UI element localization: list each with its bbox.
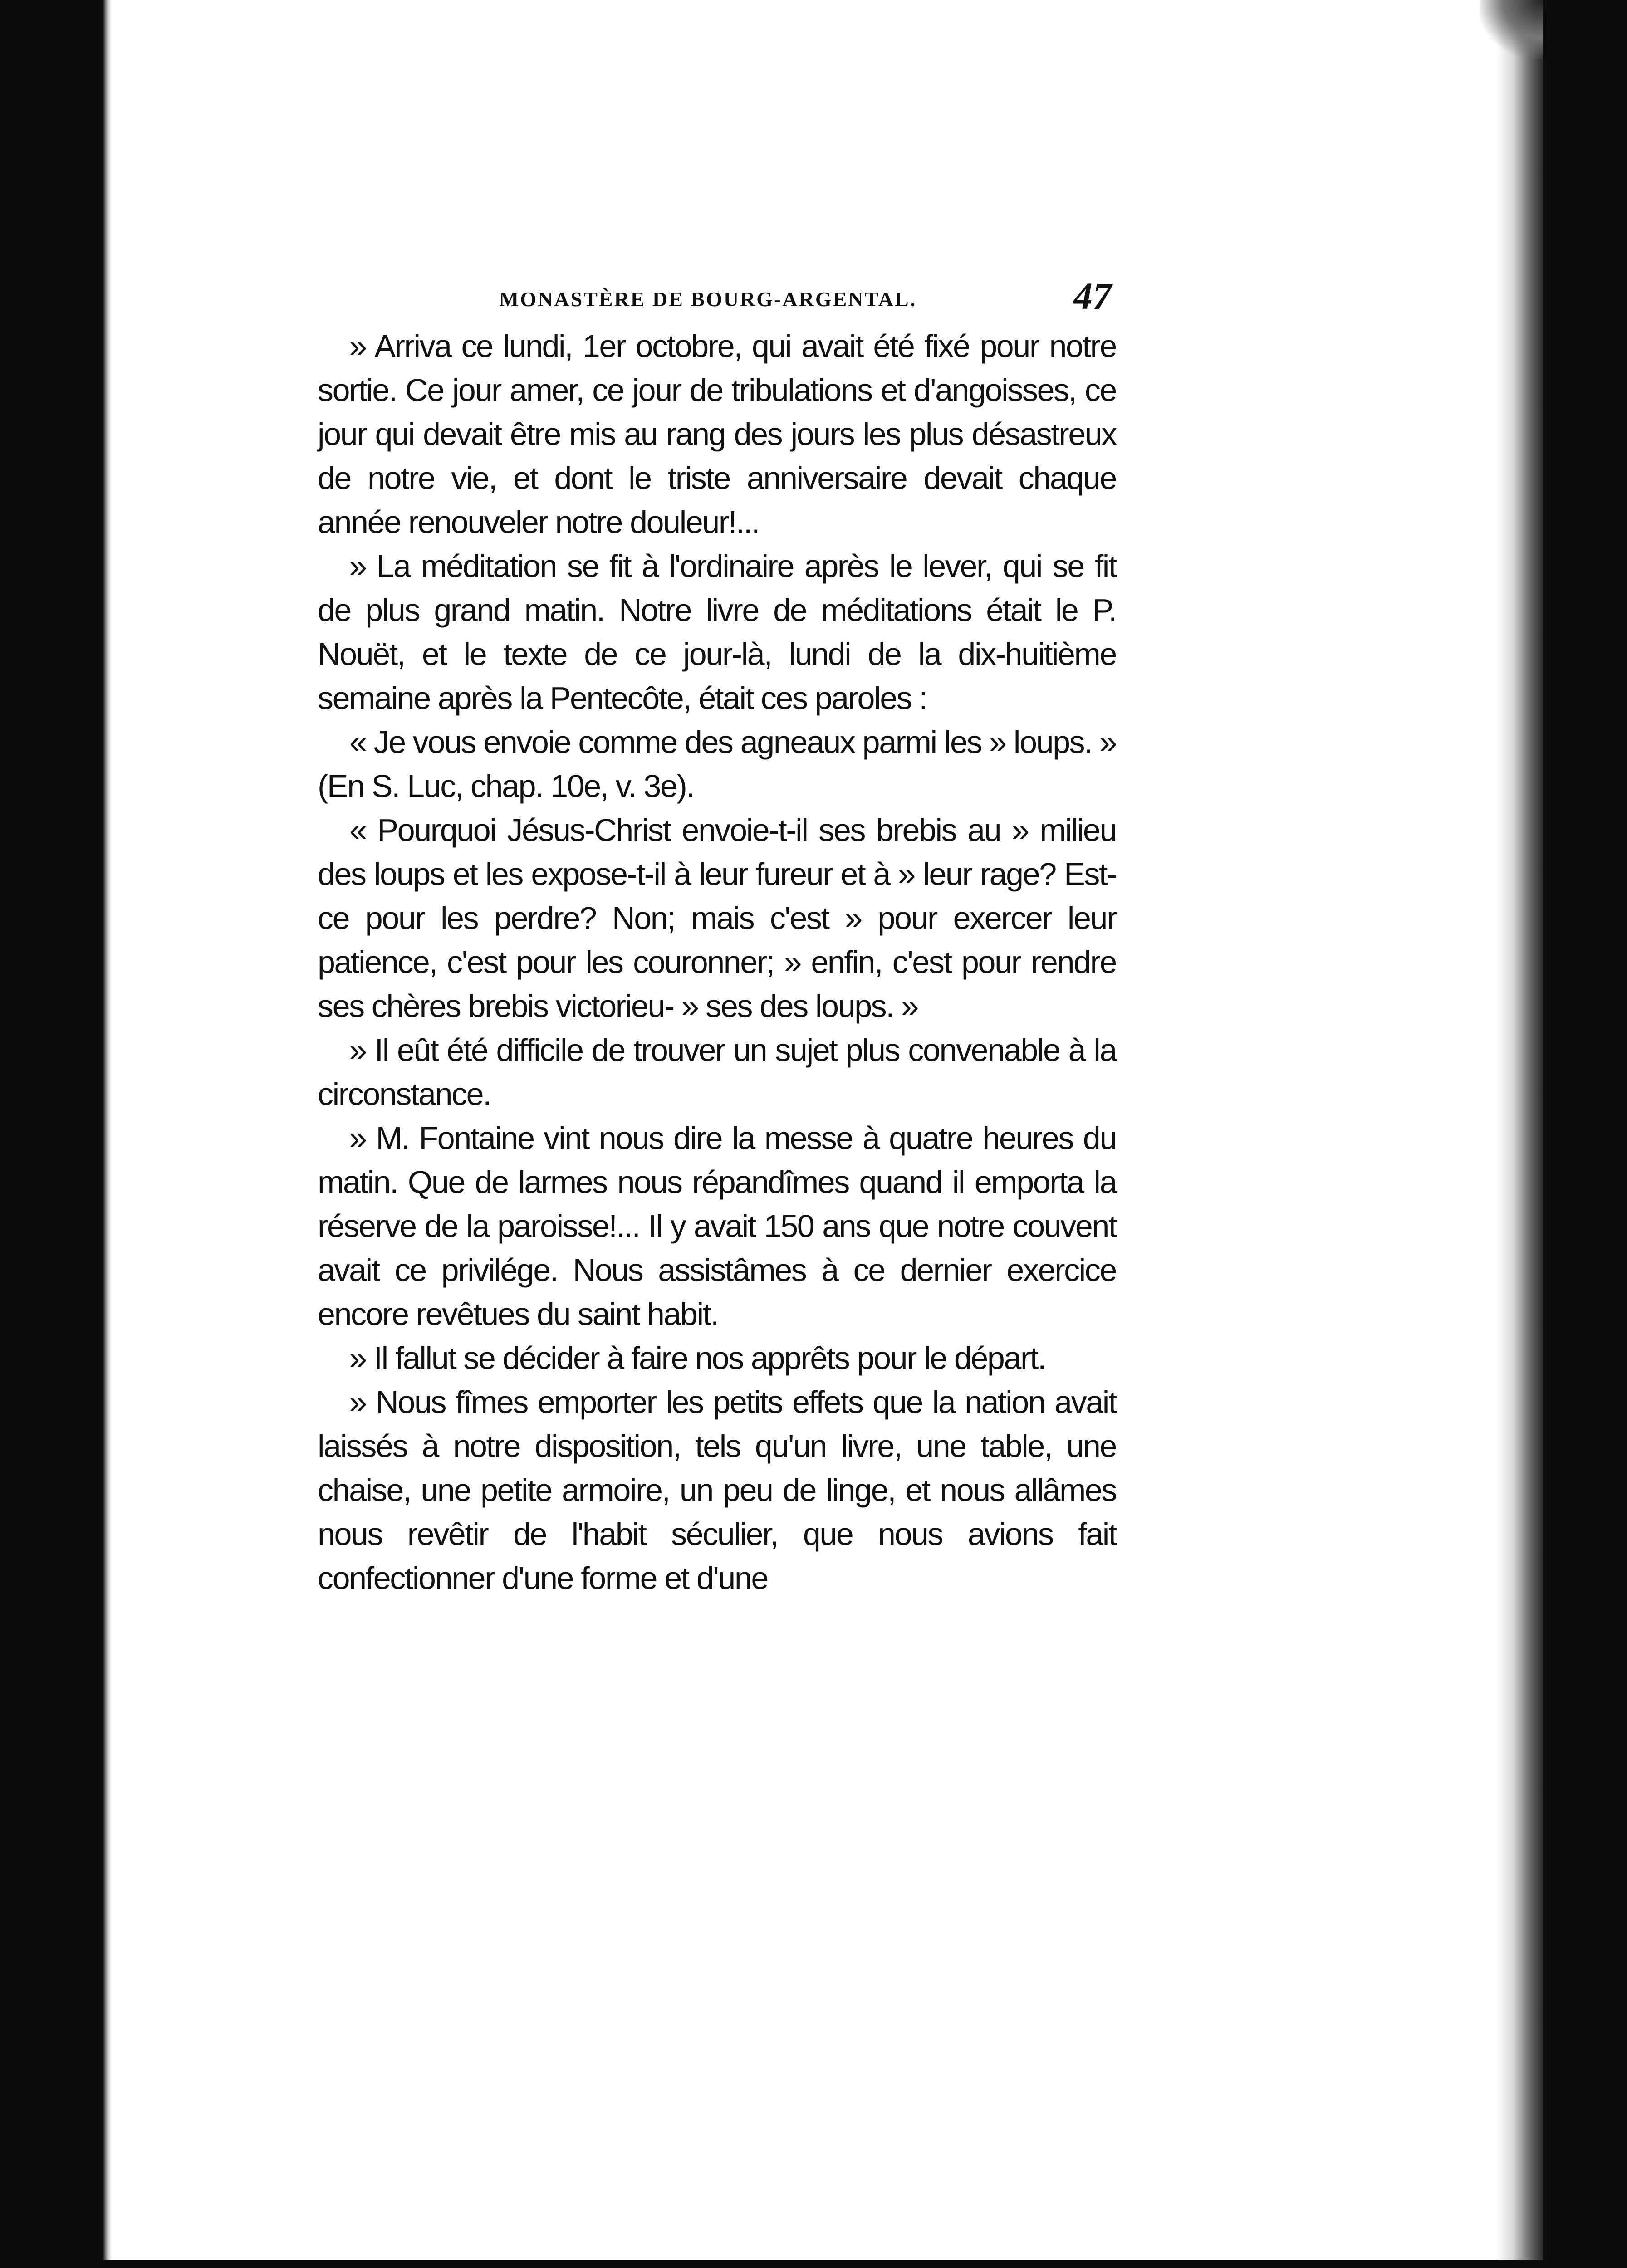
scan-left-shadow — [103, 0, 112, 2268]
paragraph-1: » Arriva ce lundi, 1er octobre, qui avait été fixé pour notre sortie. Ce jour amer, ce jour de tribulations et d'angoisses, ce jour qui devait être mis au rang des jours les plus désastreux de notre vie, et dont le triste anniversaire devait chaque année renouveler notre douleur!... — [318, 328, 1116, 540]
scan-bottom-margin — [0, 2260, 1627, 2268]
paragraph-8: » Nous fîmes emporter les petits effets que la nation avait laissés à notre disposition, tels qu'un livre, une table, une chaise, une petite armoire, un peu de linge, et nous allâmes nous revêtir de l'habit séculier, que nous avions fait confectionner d'une forme et d'une — [318, 1384, 1116, 1596]
page-body — [318, 324, 1116, 1600]
running-title: MONASTÈRE DE BOURG-ARGENTAL. — [499, 288, 917, 311]
paragraph-5: » Il eût été difficile de trouver un sujet plus convenable à la circonstance. — [318, 1032, 1116, 1112]
paragraph-2: » La méditation se fit à l'ordinaire après le lever, qui se fit de plus grand matin. Notre livre de méditations était le P. Nouët, et le texte de ce jour-là, lundi de la dix-huitième semaine après la Pentecôte, était ces paroles : — [318, 548, 1116, 716]
page-number: 47 — [1073, 275, 1112, 318]
running-head — [318, 274, 1116, 324]
scan-corner-shadow — [1480, 0, 1543, 59]
scan-right-shadow — [1496, 0, 1546, 2268]
scripture-quote: « Je vous envoie comme des agneaux parmi les » loups. » (En S. Luc, chap. 10e, v. 3e). — [318, 724, 1116, 804]
book-page — [318, 274, 1116, 1600]
meditation-quote: « Pourquoi Jésus-Christ envoie-t-il ses brebis au » milieu des loups et les expose-t-il à leur fureur et à » leur rage? Est-ce pour les perdre? Non; mais c'est » pour exercer leur patience, c'est pour les couronner; » enfin, c'est pour rendre ses chères brebis victorieu- » ses des loups. » — [318, 812, 1116, 1024]
paragraph-7: » Il fallut se décider à faire nos apprêts pour le départ. — [349, 1340, 1045, 1376]
scan-right-margin — [1543, 0, 1627, 2268]
scan-left-margin — [0, 0, 111, 2268]
paragraph-6: » M. Fontaine vint nous dire la messe à quatre heures du matin. Que de larmes nous répandîmes quand il emporta la réserve de la paroisse!... Il y avait 150 ans que notre couvent avait ce privilége. Nous assistâmes à ce dernier exercice encore revêtues du saint habit. — [318, 1120, 1116, 1332]
